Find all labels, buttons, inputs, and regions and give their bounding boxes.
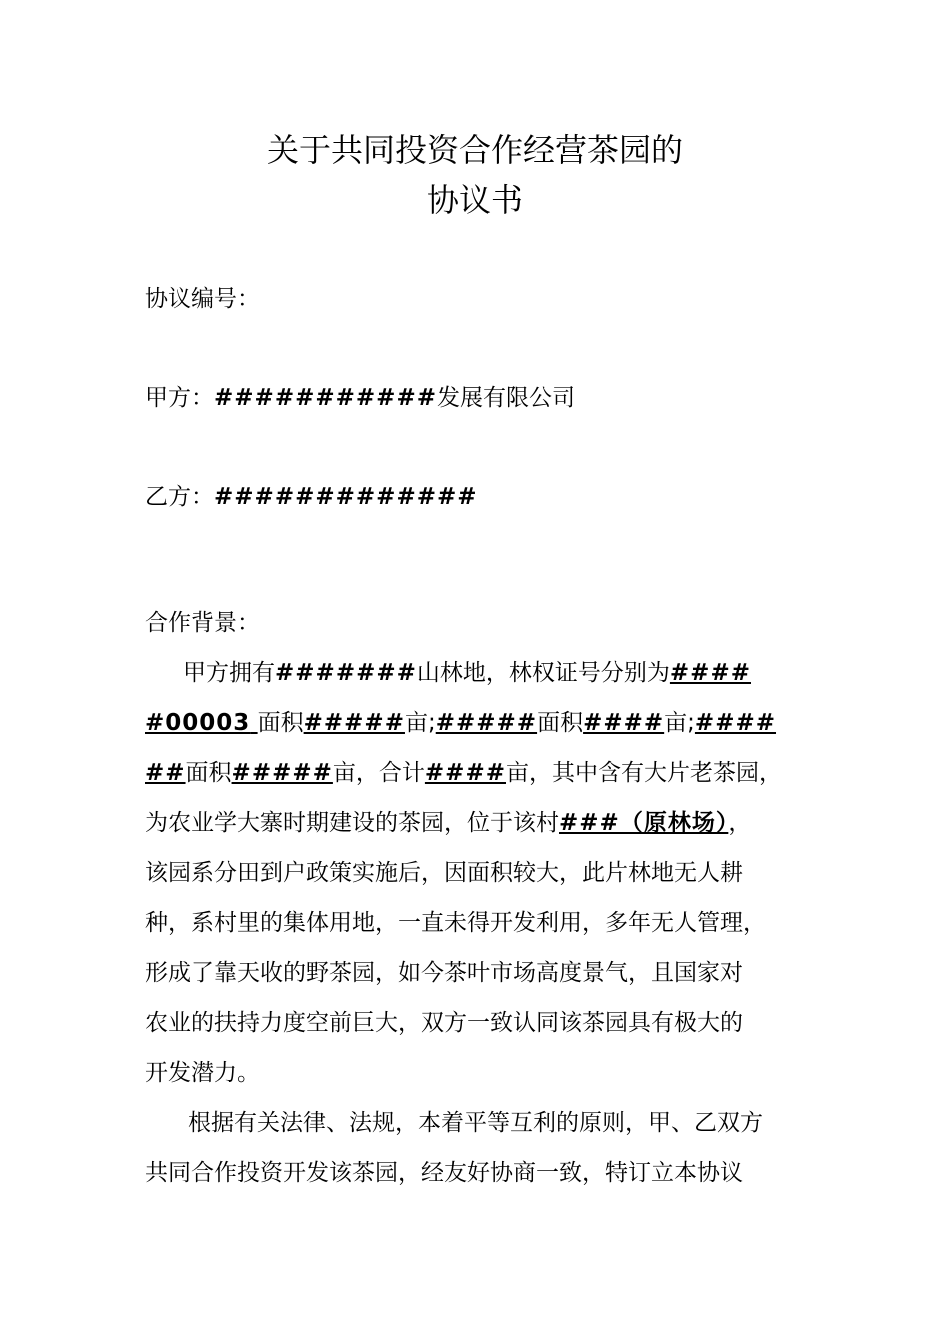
background-p1-line-8: 农业的扶持力度空前巨大，双方一致认同该茶园具有极大的 (145, 1010, 743, 1036)
background-p1-line-6: 种，系村里的集体用地，一直未得开发利用，多年无人管理， (145, 910, 766, 936)
document-title-line-2: 协议书 (426, 181, 523, 219)
agreement-number-label: 协议编号： (145, 286, 260, 312)
masked-area-value: #### (583, 710, 665, 736)
background-heading: 合作背景： (145, 610, 260, 636)
party-a-name-masked: ########### (214, 385, 437, 411)
text-run: ， (728, 810, 752, 836)
text-run: 面积 (257, 710, 304, 736)
masked-area: ####### (275, 660, 417, 686)
masked-area-value: ##### (231, 760, 333, 786)
party-b-label: 乙方： (145, 484, 214, 510)
text-run: 亩; (664, 710, 695, 736)
party-b-line (145, 482, 478, 512)
text-run: 为农业学大寨时期建设的茶园，位于该村 (145, 810, 559, 836)
background-p1-line-2 (145, 708, 776, 738)
masked-location: ###（原林场） (559, 810, 729, 836)
background-p1-line-1 (183, 658, 751, 688)
party-b-name-masked: ############# (214, 484, 478, 510)
party-a-label: 甲方： (145, 385, 214, 411)
text-run: 亩，合计 (332, 760, 425, 786)
text-run: 甲方拥有 (183, 660, 275, 686)
party-a-line (145, 383, 575, 413)
text-run: 面积 (185, 760, 232, 786)
text-run: 亩; (404, 710, 436, 736)
masked-certificate-number: #00003 (145, 710, 251, 736)
masked-total-area: #### (424, 760, 506, 786)
document-title-line-1: 关于共同投资合作经营茶园的 (266, 131, 683, 169)
masked-certificate-number: ##### (435, 710, 538, 736)
party-a-name-suffix: 发展有限公司 (437, 385, 575, 411)
text-run: 山林地，林权证号分别为 (416, 660, 670, 686)
masked-certificate-number: #### (669, 660, 751, 686)
masked-certificate-number: #### (694, 710, 777, 736)
masked-certificate-number: ## (145, 760, 186, 786)
text-run: 面积 (537, 710, 584, 736)
background-p1-line-4 (145, 808, 751, 838)
background-p1-line-9: 开发潜力。 (145, 1060, 260, 1086)
masked-area-value: ##### (303, 710, 405, 736)
background-p2-line-1: 根据有关法律、法规，本着平等互利的原则，甲、乙双方 (188, 1110, 763, 1136)
background-p1-line-5: 该园系分田到户政策实施后，因面积较大，此片林地无人耕 (145, 860, 743, 886)
text-run: 亩，其中含有大片老茶园， (506, 760, 782, 786)
background-p1-line-7: 形成了靠天收的野茶园，如今茶叶市场高度景气，且国家对 (145, 960, 743, 986)
background-p2-line-2: 共同合作投资开发该茶园，经友好协商一致，特订立本协议 (145, 1160, 743, 1186)
background-p1-line-3 (145, 758, 782, 788)
